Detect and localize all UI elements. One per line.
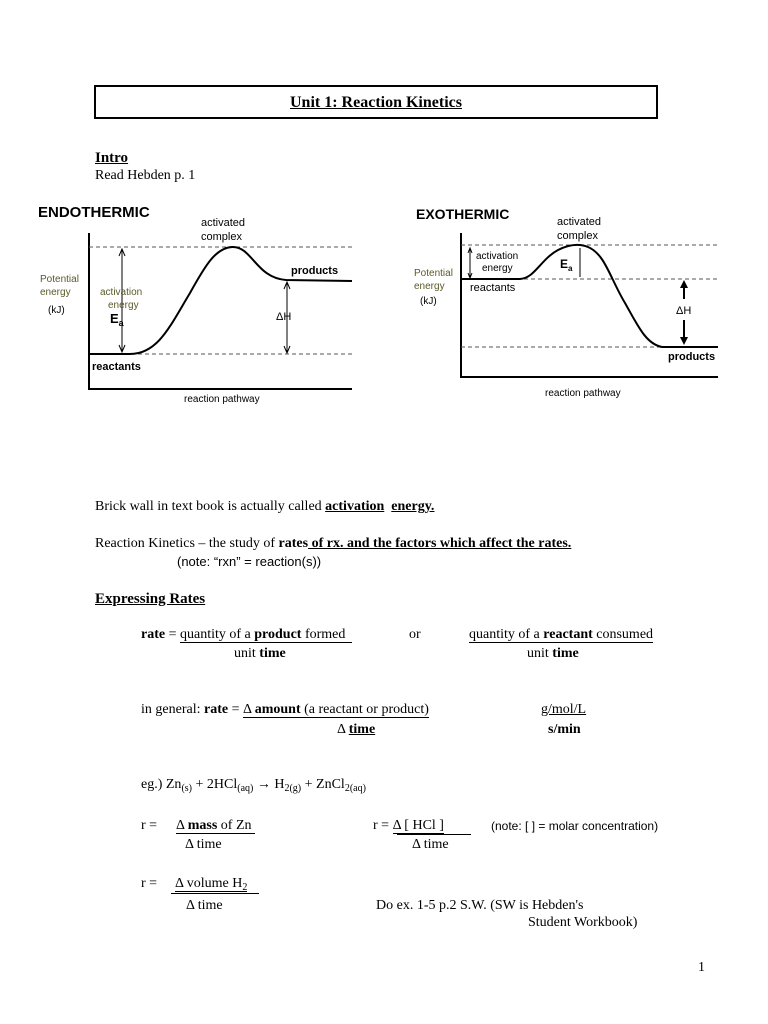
exo-deltah-arrowhead-up: [680, 280, 688, 288]
r1-numerator: Δ mass of Zn: [176, 818, 255, 834]
endo-activation-label: activation: [100, 287, 143, 298]
brick-bold-energy: energy.: [391, 499, 435, 514]
units-top: g/mol/L: [541, 702, 587, 717]
rate-or: or: [409, 627, 421, 642]
exo-deltah-arrowhead-down: [680, 337, 688, 345]
r2-note: (note: [ ] = molar concentration): [491, 819, 659, 833]
kinetics-rest: of rx. and the factors which affect the rates.: [308, 536, 572, 551]
rate-denominator-2: unit time: [527, 646, 579, 661]
rate-numerator-reactant: quantity of a reactant consumed: [469, 627, 654, 642]
endothermic-diagram: [30, 198, 370, 410]
exo-energy-label: energy: [482, 263, 513, 274]
exercise-line-2: Student Workbook): [528, 915, 638, 930]
exo-ylabel-kj: (kJ): [420, 296, 437, 307]
reaction-arrow-icon: →: [253, 777, 275, 792]
exo-complex-label: complex: [557, 230, 598, 242]
endo-complex-label: complex: [201, 231, 242, 243]
intro-heading: Intro: [95, 150, 129, 166]
intro-text: Read Hebden p. 1: [95, 168, 196, 183]
r1-label: r =: [141, 818, 158, 833]
r2-fraction-line: [397, 834, 471, 835]
general-denominator: Δ time: [337, 722, 376, 737]
kinetics-text: Reaction Kinetics – the study of: [95, 536, 279, 551]
exo-activation-label: activation: [476, 251, 519, 262]
endo-products-label: products: [291, 265, 339, 277]
title-box: [94, 85, 658, 119]
endo-ea-symbol: $E_a$: [110, 311, 124, 328]
exothermic-diagram: [410, 198, 730, 410]
example-reaction: eg.) $Zn_{(s)} + 2HCl_{(aq)} \to H_{2(g)}$ + ZnCl$_{2(aq)}$: [141, 777, 366, 794]
exo-activated-label: activated: [557, 216, 602, 228]
endo-ylabel-potential: Potential: [40, 274, 79, 285]
kinetics-note: (note: “rxn” = reaction(s)): [177, 554, 322, 569]
general-rate-label: rate: [203, 702, 229, 717]
r1-denominator: Δ time: [185, 837, 222, 852]
brick-wall-line: [95, 499, 434, 515]
brick-bold-activation: activation: [325, 499, 385, 514]
kinetics-rates: rates: [278, 536, 309, 551]
endo-reactants-label: reactants: [92, 361, 141, 373]
endo-xlabel: reaction pathway: [184, 394, 260, 405]
expressing-heading: Expressing Rates: [95, 591, 206, 607]
units-bottom: s/min: [548, 722, 581, 737]
rate-label: rate: [141, 627, 166, 642]
general-rate-line: in general: rate = Δ amount (a reactant or product): [141, 702, 429, 717]
brick-text: Brick wall in text book is actually called: [95, 499, 326, 514]
exo-reactants-label: reactants: [470, 282, 516, 294]
page-title: Unit 1: Reaction Kinetics: [290, 94, 462, 111]
general-prefix: in general:: [141, 702, 204, 717]
exo-ylabel-energy: energy: [414, 281, 445, 292]
r2-equation: r = Δ [ HCl ]: [373, 818, 444, 833]
kinetics-line: [95, 536, 571, 552]
endo-energy-label: energy: [108, 300, 139, 311]
exo-ea-symbol: $E_a$: [560, 257, 573, 273]
exo-deltah-label: ΔH: [676, 305, 692, 317]
exo-xlabel: reaction pathway: [545, 388, 621, 399]
exercise-line-1: Do ex. 1-5 p.2 S.W. (SW is Hebden's: [376, 898, 584, 913]
r3-label: r =: [141, 876, 158, 891]
exo-heading: EXOTHERMIC: [416, 206, 510, 222]
rate-denominator-1: unit time: [234, 646, 286, 661]
endo-ylabel-energy: energy: [40, 287, 71, 298]
exo-products-label: products: [668, 351, 716, 363]
rate-equation-1: [141, 627, 352, 643]
endo-ylabel-kj: (kJ): [48, 305, 65, 316]
exo-ylabel-potential: Potential: [414, 268, 453, 279]
r3-fraction-line: [171, 893, 259, 894]
r3-numerator: Δ volume $H_2$: [175, 876, 248, 893]
endo-deltah-label: ΔH: [276, 311, 292, 323]
r3-denominator: Δ time: [186, 898, 223, 913]
rate-numerator-product: quantity of a product formed: [180, 627, 352, 643]
page-number: 1: [698, 960, 705, 975]
rate-equals: =: [165, 627, 180, 642]
r2-denominator: Δ time: [412, 837, 449, 852]
general-numerator: Δ amount (a reactant or product): [242, 702, 429, 717]
endo-activated-label: activated: [201, 217, 246, 229]
endo-heading: ENDOTHERMIC: [38, 204, 150, 221]
